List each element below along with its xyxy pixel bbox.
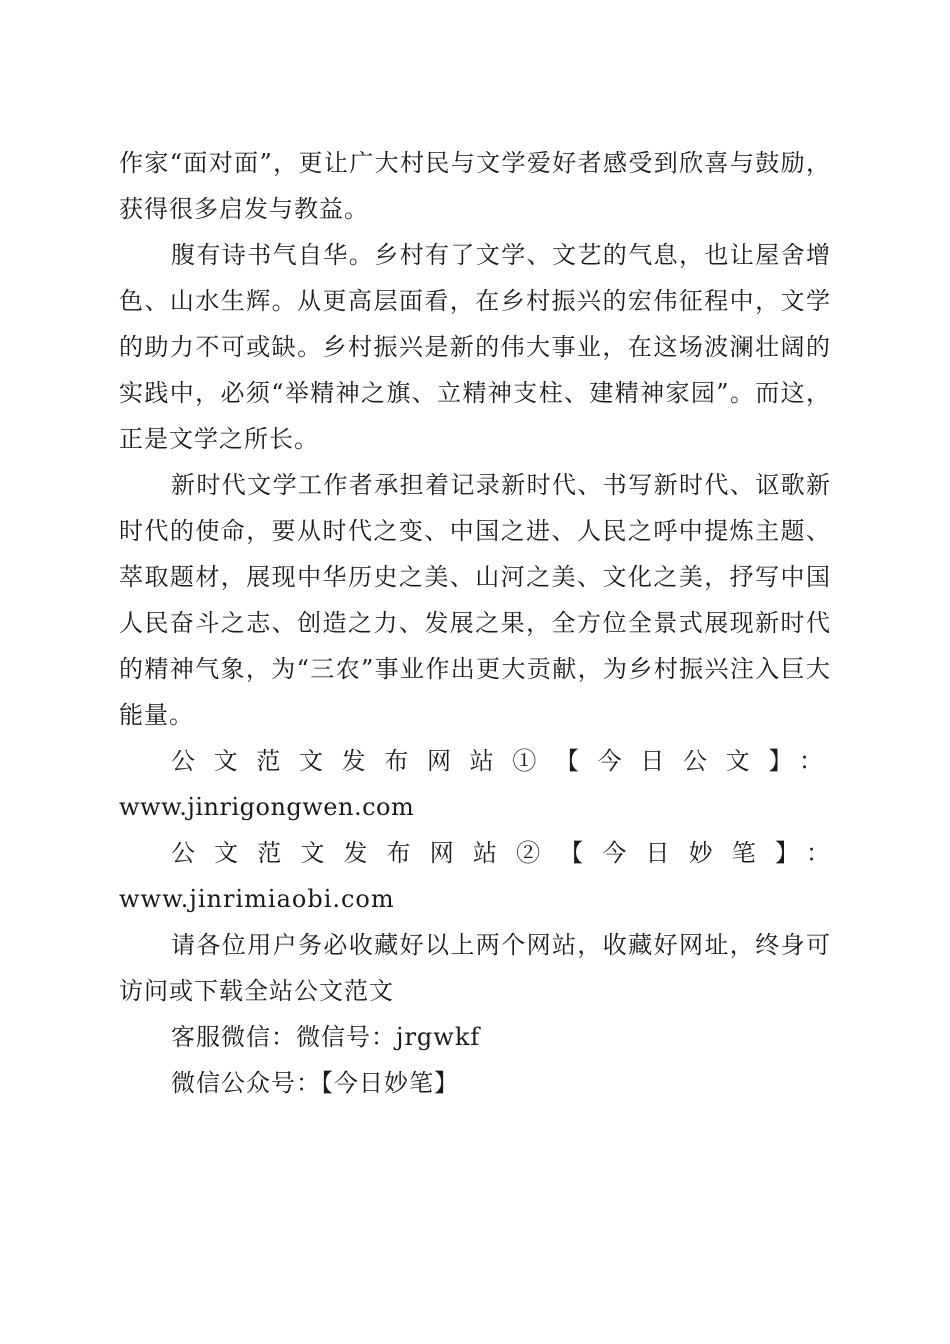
wechat-official: 微信公众号：【今日妙笔】	[171, 1069, 459, 1097]
paragraph-1: 作家“面对面”，更让广大村民与文学爱好者感受到欣喜与鼓励，获得很多启发与教益。	[119, 149, 831, 223]
bookmark-notice: 请各位用户务必收藏好以上两个网站，收藏好网址，终身可访问或下载全站公文范文	[119, 931, 831, 1005]
paragraph-2: 腹有诗书气自华。乡村有了文学、文艺的气息，也让屋舍增色、山水生辉。从更高层面看，在乡村振兴的宏伟征程中，文学的助力不可或缺。乡村振兴是新的伟大事业，在这场波澜壮阔的实践中，必须“举精神之旗、立精神支柱、建精神家园”。而这，正是文学之所长。	[119, 241, 831, 453]
site1-url: www.jinrigongwen.com	[119, 793, 415, 821]
paragraph-3: 新时代文学工作者承担着记录新时代、书写新时代、讴歌新时代的使命，要从时代之变、中国之进、人民之呼中提炼主题、萃取题材，展现中华历史之美、山河之美、文化之美，抒写中国人民奋斗之志、创造之力、发展之果，全方位全景式展现新时代的精神气象，为“三农”事业作出更大贡献，为乡村振兴注入巨大能量。	[119, 471, 831, 729]
document-page	[119, 140, 831, 1106]
site1-label: 公文范文发布网站①【今日公文】：	[171, 747, 831, 775]
site2-line: 公文范文发布网站②【今日妙笔】：www.jinrimiaobi.com	[119, 839, 831, 913]
wechat-service: 客服微信：微信号：jrgwkf	[171, 1023, 481, 1051]
